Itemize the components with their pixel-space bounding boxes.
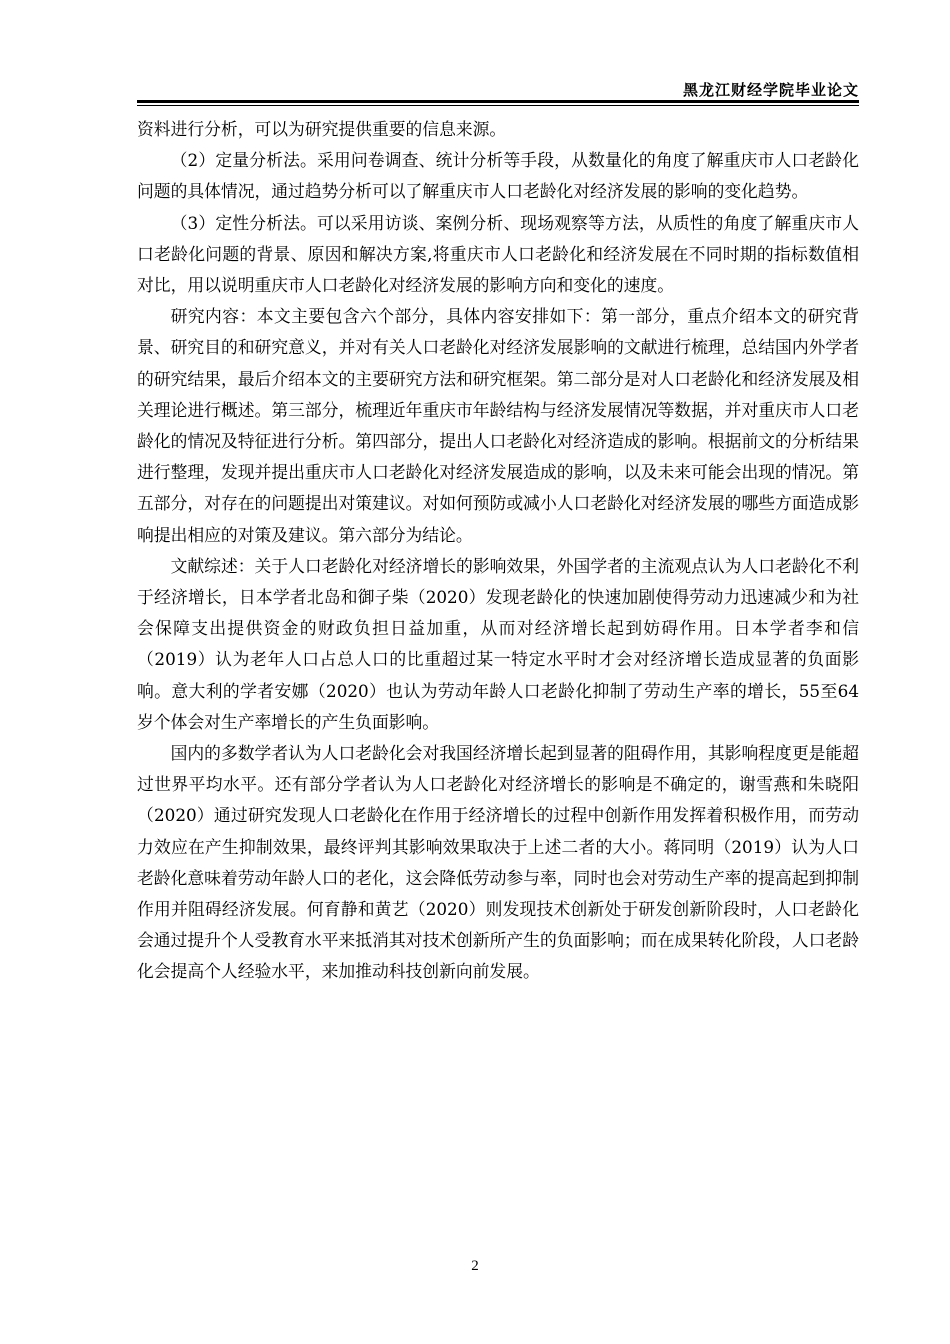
header-rule-thick (137, 100, 859, 103)
paragraph-qualitative-method: （3）定性分析法。可以采用访谈、案例分析、现场观察等方法，从质性的角度了解重庆市人口老龄化问题的背景、原因和解决方案,将重庆市人口老龄化和经济发展在不同时期的指标数值相对比，用以说明重庆市人口老龄化对经济发展的影响方向和变化的速度。 (137, 212, 859, 296)
paragraph-literature-review-domestic: 国内的多数学者认为人口老龄化会对我国经济增长起到显著的阻碍作用，其影响程度更是能超过世界平均水平。还有部分学者认为人口老龄化对经济增长的影响是不确定的，谢雪燕和朱晓阳（2020）通过研究发现人口老龄化在作用于经济增长的过程中创新作用发挥着积极作用，而劳动力效应在产生抑制效果，最终评判其影响效果取决于上述二者的大小。蒋同明（2019）认为人口老龄化意味着劳动年龄人口的老化，这会降低劳动参与率，同时也会对劳动生产率的提高起到抑制作用并阻碍经济发展。何育静和黄艺（2020）则发现技术创新处于研发创新阶段时，人口老龄化会通过提升个人受教育水平来抵消其对技术创新所产生的负面影响；而在成果转化阶段，人口老龄化会提高个人经验水平，来加推动科技创新向前发展。 (137, 743, 859, 982)
header-title: 黑龙江财经学院毕业论文 (682, 81, 859, 99)
header-rule-thin (137, 105, 859, 106)
body-text (137, 114, 859, 988)
paragraph-continuation: 资料进行分析，可以为研究提供重要的信息来源。 (137, 119, 507, 139)
paragraph-quantitative-method: （2）定量分析法。采用问卷调查、统计分析等手段，从数量化的角度了解重庆市人口老龄化问题的具体情况，通过趋势分析可以了解重庆市人口老龄化对经济发展的影响的变化趋势。 (137, 150, 859, 202)
paragraph-literature-review-foreign: 文献综述：关于人口老龄化对经济增长的影响效果，外国学者的主流观点认为人口老龄化不利于经济增长，日本学者北岛和御子柴（2020）发现老龄化的快速加剧使得劳动力迅速减少和为社会保障支出提供资金的财政负担日益加重，从而对经济增长起到妨碍作用。日本学者李和信（2019）认为老年人口占总人口的比重超过某一特定水平时才会对经济增长造成显著的负面影响。意大利的学者安娜（2020）也认为劳动年龄人口老龄化抑制了劳动生产率的增长，55至64岁个体会对生产率增长的产生负面影响。 (137, 555, 859, 732)
page-number: 2 (471, 1258, 479, 1274)
paragraph-research-content: 研究内容：本文主要包含六个部分，具体内容安排如下：第一部分，重点介绍本文的研究背景、研究目的和研究意义，并对有关人口老龄化对经济发展影响的文献进行梳理，总结国内外学者的研究结果，最后介绍本文的主要研究方法和研究框架。第二部分是对人口老龄化和经济发展及相关理论进行概述。第三部分，梳理近年重庆市年龄结构与经济发展情况等数据，并对重庆市人口老龄化的情况及特征进行分析。第四部分，提出人口老龄化对经济造成的影响。根据前文的分析结果进行整理，发现并提出重庆市人口老龄化对经济发展造成的影响，以及未来可能会出现的情况。第五部分，对存在的问题提出对策建议。对如何预防或减小人口老龄化对经济发展的哪些方面造成影响提出相应的对策及建议。第六部分为结论。 (137, 306, 859, 545)
